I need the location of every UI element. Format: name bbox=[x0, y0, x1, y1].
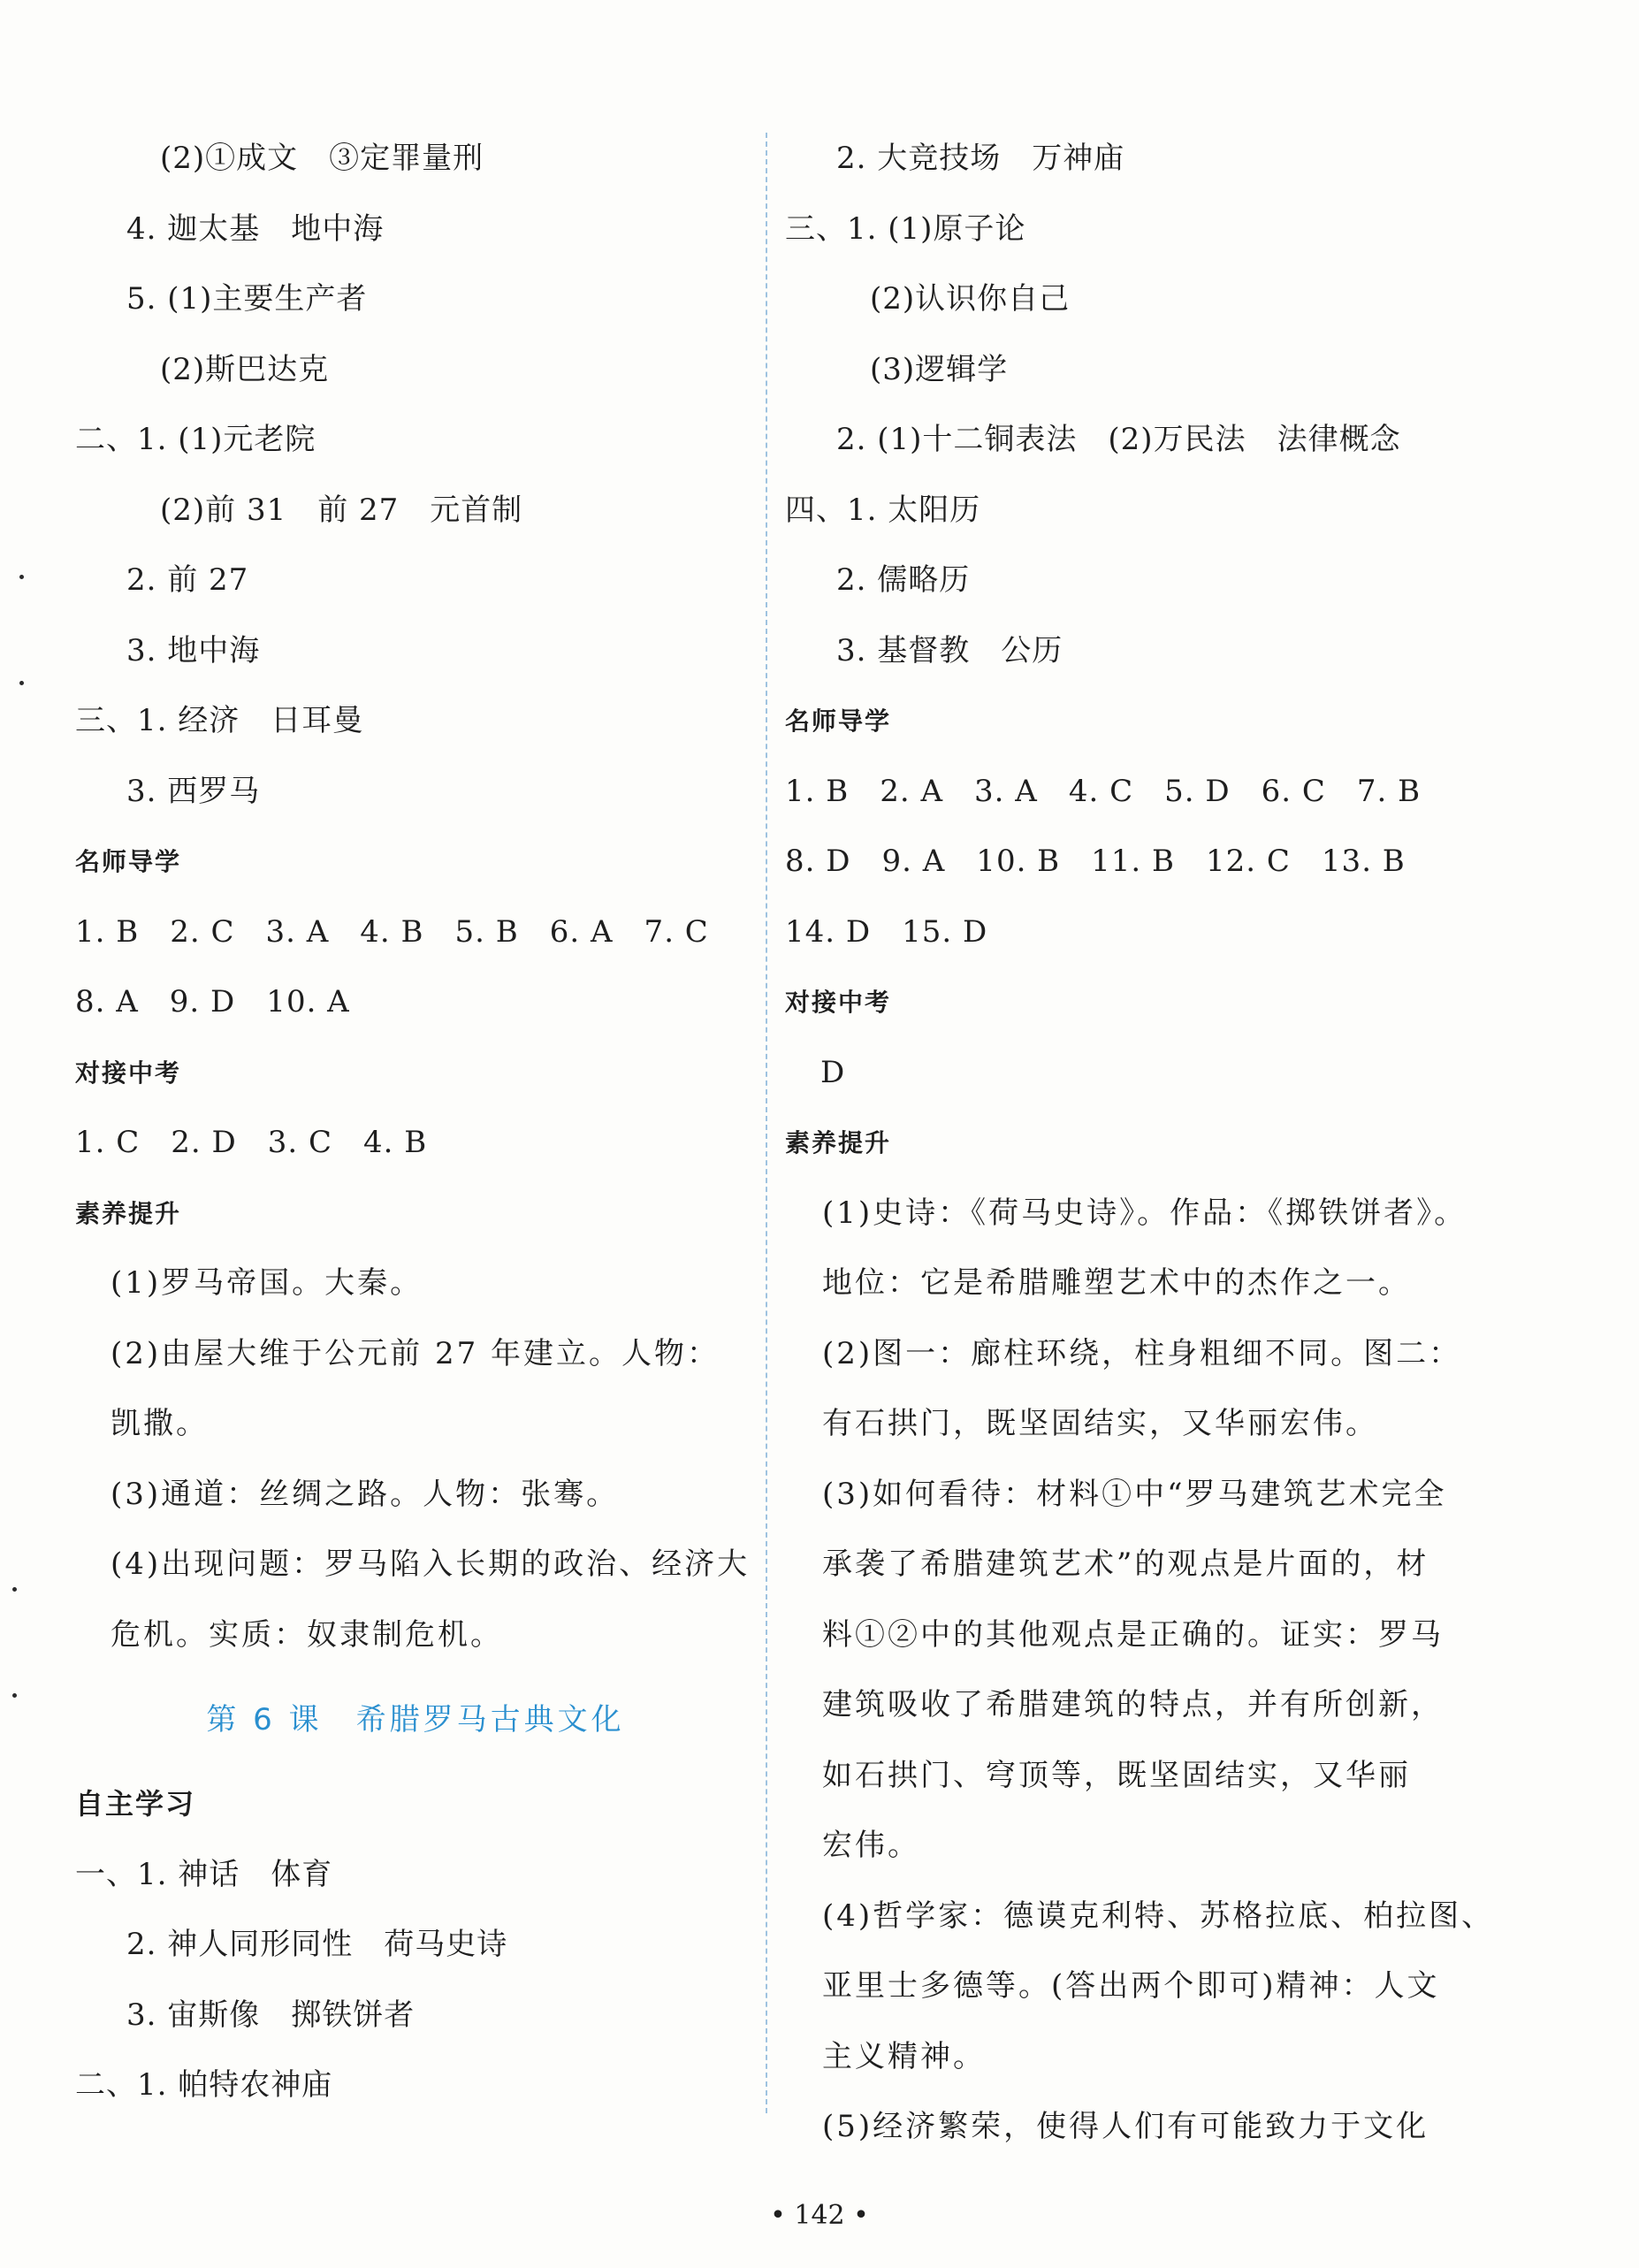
answer-line: (2)①成文 ③定罪量刑 bbox=[160, 141, 484, 176]
right-column bbox=[785, 124, 1581, 2163]
paragraph-line: (3)通道：丝绸之路。人物：张骞。 bbox=[111, 1476, 620, 1512]
paragraph-line: (4)出现问题：罗马陷入长期的政治、经济大 bbox=[111, 1546, 751, 1582]
paragraph-line: (5)经济繁荣，使得人们有可能致力于文化 bbox=[822, 2109, 1429, 2144]
section-heading-exam-link: 对接中考 bbox=[75, 1058, 182, 1088]
answer-line: 3. 地中海 bbox=[126, 632, 261, 668]
paragraph-line: (1)罗马帝国。大秦。 bbox=[111, 1265, 423, 1301]
paragraph-line: 凯撒。 bbox=[111, 1406, 209, 1441]
paragraph-line: 宏伟。 bbox=[822, 1828, 920, 1863]
paragraph-line: (2)由屋大维于公元前 27 年建立。人物： bbox=[111, 1335, 720, 1371]
answer-line: (3)逻辑学 bbox=[870, 351, 1009, 387]
paragraph-line: (4)哲学家：德谟克利特、苏格拉底、柏拉图、 bbox=[822, 1898, 1495, 1934]
paragraph-line: 亚里士多德等。(答出两个即可)精神：人文 bbox=[822, 1968, 1440, 2004]
left-column bbox=[75, 124, 756, 2121]
section-heading-literacy: 素养提升 bbox=[785, 1128, 892, 1157]
answer-line: 四、1. 太阳历 bbox=[785, 492, 981, 528]
paragraph-line: 地位：它是希腊雕塑艺术中的杰作之一。 bbox=[822, 1265, 1411, 1301]
paragraph-line: 如石拱门、穹顶等，既坚固结实，又华丽 bbox=[822, 1757, 1411, 1793]
answer-line: (2)前 31 前 27 元首制 bbox=[160, 492, 523, 528]
paragraph-line: (1)史诗：《荷马史诗》。作品：《掷铁饼者》。 bbox=[822, 1195, 1467, 1231]
page-number: • 142 • bbox=[770, 2200, 869, 2231]
answer-line: 2. 大竞技场 万神庙 bbox=[836, 141, 1125, 176]
margin-dot bbox=[19, 681, 24, 685]
answer-line: 二、1. 帕特农神庙 bbox=[75, 2067, 333, 2103]
answer-line: 4. 迦太基 地中海 bbox=[126, 210, 385, 247]
answer-line: 3. 西罗马 bbox=[126, 773, 261, 809]
section-heading-self-study: 自主学习 bbox=[75, 1787, 196, 1821]
margin-dot bbox=[12, 1587, 17, 1592]
answer-line: D bbox=[820, 1054, 846, 1090]
answer-line: 5. (1)主要生产者 bbox=[126, 281, 368, 317]
paragraph-line: 主义精神。 bbox=[822, 2038, 986, 2074]
paragraph-line: (2)图一：廊柱环绕，柱身粗细不同。图二： bbox=[822, 1335, 1462, 1371]
answer-line: 三、1. (1)原子论 bbox=[785, 210, 1026, 247]
margin-dot bbox=[12, 1693, 17, 1698]
section-heading-exam-link: 对接中考 bbox=[785, 988, 892, 1017]
margin-dot bbox=[19, 575, 24, 579]
answer-line: 一、1. 神话 体育 bbox=[75, 1856, 333, 1892]
answer-line: 2. 神人同形同性 荷马史诗 bbox=[126, 1927, 508, 1962]
paragraph-line: 料①②中的其他观点是正确的。证实：罗马 bbox=[822, 1616, 1444, 1653]
answer-line: 1. B 2. C 3. A 4. B 5. B 6. A 7. C bbox=[75, 913, 709, 950]
section-heading-teacher-guide: 名师导学 bbox=[75, 847, 182, 876]
section-heading-literacy: 素养提升 bbox=[75, 1198, 182, 1228]
answer-line: 二、1. (1)元老院 bbox=[75, 422, 316, 457]
paragraph-line: 建筑吸收了希腊建筑的特点，并有所创新， bbox=[822, 1687, 1444, 1722]
lesson-title: 第 6 课 希腊罗马古典文化 bbox=[206, 1702, 625, 1737]
answer-line: 1. C 2. D 3. C 4. B bbox=[75, 1125, 428, 1160]
answer-line: 三、1. 经济 日耳曼 bbox=[75, 703, 364, 738]
answer-line: 3. 宙斯像 掷铁饼者 bbox=[126, 1997, 415, 2033]
paragraph-line: 承袭了希腊建筑艺术”的观点是片面的，材 bbox=[822, 1546, 1429, 1582]
answer-line: (2)认识你自己 bbox=[870, 281, 1071, 317]
column-divider bbox=[766, 133, 767, 2113]
answer-line: 8. A 9. D 10. A bbox=[75, 984, 350, 1019]
paragraph-line: (3)如何看待：材料①中“罗马建筑艺术完全 bbox=[822, 1476, 1447, 1512]
answer-line: (2)斯巴达克 bbox=[160, 351, 330, 387]
answer-line: 8. D 9. A 10. B 11. B 12. C 13. B bbox=[785, 844, 1406, 879]
answer-line: 1. B 2. A 3. A 4. C 5. D 6. C 7. B bbox=[785, 773, 1422, 809]
answer-line: 2. 前 27 bbox=[126, 562, 249, 598]
section-heading-teacher-guide: 名师导学 bbox=[785, 706, 892, 736]
answer-line: 2. 儒略历 bbox=[836, 562, 971, 598]
answer-line: 3. 基督教 公历 bbox=[836, 632, 1063, 668]
answer-line: 14. D 15. D bbox=[785, 913, 988, 950]
paragraph-line: 危机。实质：奴隶制危机。 bbox=[111, 1616, 503, 1653]
paragraph-line: 有石拱门，既坚固结实，又华丽宏伟。 bbox=[822, 1406, 1378, 1441]
answer-line: 2. (1)十二铜表法 (2)万民法 法律概念 bbox=[836, 422, 1401, 457]
